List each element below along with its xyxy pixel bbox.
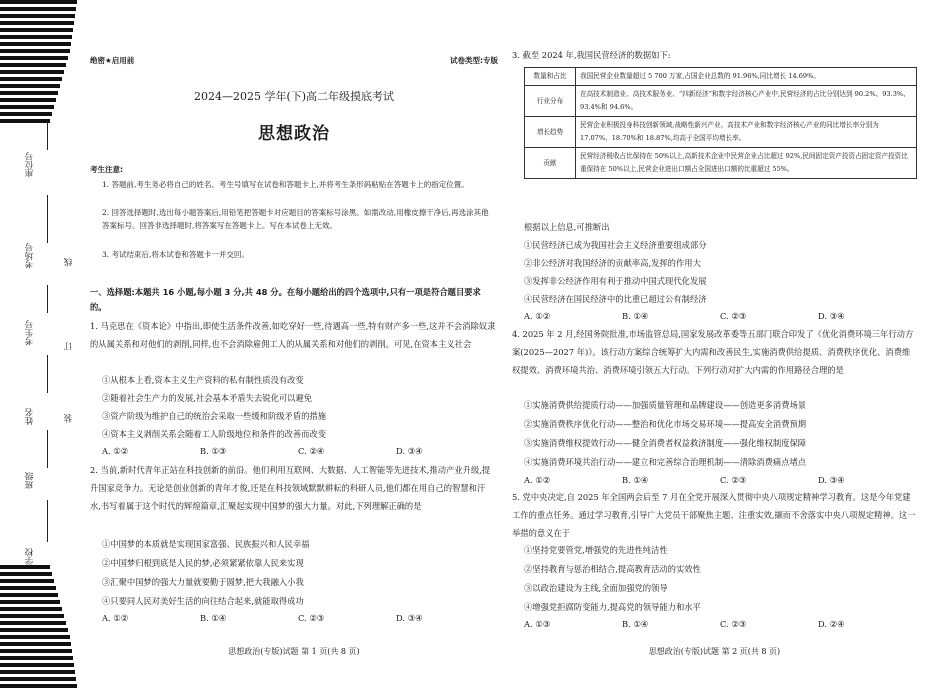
binding-stripe xyxy=(0,63,66,67)
binding-stripe xyxy=(0,112,52,116)
binding-line xyxy=(47,355,48,393)
binding-stripe xyxy=(0,656,73,660)
choice-a[interactable]: A. ①② xyxy=(102,446,129,456)
binding-stripe xyxy=(0,119,50,123)
choice-b[interactable]: B. ①④ xyxy=(200,613,227,623)
binding-line xyxy=(47,500,48,542)
section-heading: 一、选择题:本题共 16 小题,每小题 3 分,共 48 分。在每小题给出的四个选项中,只有一项是符合题目要求的。 xyxy=(90,287,481,312)
notes-title: 考生注意: xyxy=(90,165,123,174)
binding-stripe xyxy=(0,663,74,667)
binding-line xyxy=(47,195,48,243)
question-5-option: ②坚持教育与惩治相结合,提高教育活动的实效性 xyxy=(524,564,701,574)
question-3-stem: 3. 截至 2024 年,我国民营经济的数据如下: xyxy=(512,50,671,60)
note-item: 1. 答题前,考生务必将自己的姓名、考生号填写在试卷和答题卡上,并将考生条形码粘贴在答题卡上的指定位置。 xyxy=(102,180,469,189)
choice-a[interactable]: A. ①③ xyxy=(524,619,551,629)
table-row xyxy=(525,68,917,86)
table-value: 民营经济税收占比保持在 50%以上,高新技术企业中民营企业占比超过 92%,民间固定资产投资占固定资产投资比重保持在 50%以上,民营企业进出口额占全国进出口额的比重超过 55%。 xyxy=(576,148,917,179)
question-3-lead: 根据以上信息,可推断出 xyxy=(524,222,610,232)
binding-stripe xyxy=(0,84,60,88)
choice-c[interactable]: C. ②③ xyxy=(720,311,747,321)
choice-c[interactable]: C. ②③ xyxy=(298,613,325,623)
binding-stripe xyxy=(0,628,68,632)
binding-stripe xyxy=(0,35,72,39)
choice-d[interactable]: D. ③④ xyxy=(818,311,845,321)
table-row xyxy=(525,148,917,179)
note-item: 2. 回答选择题时,选出每小题答案后,用铅笔把答题卡对应题目的答案标号涂黑。如需改动,用橡皮擦干净后,再选涂其他答案标号。回答非选择题时,将答案写在答题卡上。写在本试卷上无效。 xyxy=(102,208,489,230)
exam-title: 2024—2025 学年(下)高二年级摸底考试 xyxy=(193,90,395,103)
subject-title: 思想政治 xyxy=(258,124,330,144)
binding-stripe xyxy=(0,684,77,688)
exam-room-label: 考场号 xyxy=(25,243,35,269)
question-1-option: ④资本主义剥削关系会随着工人阶级地位和条件的改善而改变 xyxy=(102,429,327,439)
question-1-option: ②随着社会生产力的发展,社会基本矛盾失去锐化可以避免 xyxy=(102,393,313,403)
choice-d[interactable]: D. ③④ xyxy=(818,475,845,485)
question-4-option: ①实施消费供给提质行动——加强质量管理和品牌建设——创造更多消费场景 xyxy=(524,400,807,410)
bind-mark: 装 xyxy=(64,414,74,423)
choice-a[interactable]: A. ①② xyxy=(524,475,551,485)
question-5-option: ①坚持党要管党,增强党的先进性纯洁性 xyxy=(524,545,668,555)
binding-line xyxy=(47,285,48,313)
binding-stripe xyxy=(0,14,75,18)
confidential-label: 绝密★启用前 xyxy=(90,56,135,65)
binding-stripe xyxy=(0,91,58,95)
binding-stripe xyxy=(0,572,52,576)
question-2-option: ③汇聚中国梦的强大力量就要勤于圆梦,把大我融入小我 xyxy=(102,577,304,587)
binding-stripe xyxy=(0,635,70,639)
choice-c[interactable]: C. ②④ xyxy=(298,446,325,456)
binding-line xyxy=(47,122,48,150)
binding-stripe xyxy=(0,28,73,32)
binding-stripe xyxy=(0,0,77,4)
question-3-option: ④民营经济在国民经济中的比重已超过公有制经济 xyxy=(524,294,707,304)
binding-stripe xyxy=(0,105,54,109)
choice-a[interactable]: A. ①② xyxy=(524,311,551,321)
question-4-option: ③实施消费维权提效行动——健全消费者权益救济制度——强化维权制度保障 xyxy=(524,438,807,448)
binding-stripe xyxy=(0,649,72,653)
question-5-option: ④增强党拒腐防变能力,提高党的领导能力和水平 xyxy=(524,602,701,612)
question-2-option: ④只要同人民对美好生活的向往结合起来,就能取得成功 xyxy=(102,596,304,606)
binding-stripe xyxy=(0,670,75,674)
binding-stripe xyxy=(0,42,71,46)
question-5-stem: 5. 党中央决定,自 2025 年全国两会后至 7 月在全党开展深入贯彻中央八项规定精神学习教育。这是今年党建工作的重点任务。通过学习教育,引导广大党员干部聚焦主题、注重实效,撷而不舍落实中央八项规定精神。这一举措的意义在于 xyxy=(512,492,916,538)
question-2-option: ②中国梦归根到底是人民的梦,必须紧紧依靠人民来实现 xyxy=(102,558,304,568)
table-value: 我国民营企业数量超过 5 700 万家,占国企业总数的 91.96%,同比增长 14.69%。 xyxy=(576,68,917,86)
binding-stripe xyxy=(0,565,50,569)
staple-mark: 订 xyxy=(64,342,74,351)
table-value: 在高技术制造业、高技术服务业、“四新经济”和数字经济核心产业中,民营经济的占比分别达到 90.2%、93.3%、93.4%和 94.6%。 xyxy=(576,86,917,117)
binding-strip xyxy=(0,0,100,688)
binding-stripe xyxy=(0,579,54,583)
binding-stripe xyxy=(0,586,56,590)
student-number-label: 考生号 xyxy=(25,320,35,346)
table-key: 数量和占比 xyxy=(525,68,576,86)
paper-type-label: 试卷类型:专版 xyxy=(450,56,498,65)
choice-a[interactable]: A. ①② xyxy=(102,613,129,623)
table-key: 行业分布 xyxy=(525,86,576,117)
binding-stripe xyxy=(0,7,76,11)
binding-stripe xyxy=(0,77,62,81)
binding-stripe xyxy=(0,49,70,53)
table-row xyxy=(525,86,917,117)
school-label: 学校 xyxy=(25,548,35,565)
page-1 xyxy=(90,0,498,688)
choice-b[interactable]: B. ①④ xyxy=(622,475,649,485)
choice-b[interactable]: B. ①④ xyxy=(622,619,649,629)
name-label: 姓名 xyxy=(25,408,35,425)
choice-d[interactable]: D. ③④ xyxy=(396,613,423,623)
question-2-option: ①中国梦的本质就是实现国家富强、民族振兴和人民幸福 xyxy=(102,539,310,549)
binding-stripe xyxy=(0,642,71,646)
choice-b[interactable]: B. ①③ xyxy=(200,446,227,456)
line-mark: 线 xyxy=(64,258,74,267)
question-2-stem: 2. 当前,新时代青年正站在科技创新的前沿。他们利用互联网、大数据、人工智能等先进技术,推动产业升级,提升国家竞争力。无论是创业创新的青年才俊,还是在科技领域默默耕耘的科研人员,他们都在用自己的智慧和汗水,书写着属于这个时代的辉煌篇章,汇聚起实现中国梦的强大力量。对此,下列理解正确的是 xyxy=(90,465,491,511)
table-key: 增长趋势 xyxy=(525,117,576,148)
question-1-stem: 1. 马克思在《资本论》中指出,即使生活条件改善,如吃穿好一些,待遇高一些,特有财产多一些,这并不会消除奴隶的从属关系和对他们的剥削,同样,也不会消除雇佣工人的从属关系和对他们的剥削。可见,在资本主义社会 xyxy=(90,321,496,349)
binding-stripe xyxy=(0,677,76,681)
question-4-option: ②实施消费秩序优化行动——整治和优化市场交易环境——提高安全消费预期 xyxy=(524,419,807,429)
binding-stripe xyxy=(0,593,58,597)
choice-b[interactable]: B. ①④ xyxy=(622,311,649,321)
question-3-option: ②非公经济对我国经济的贡献率高,发挥的作用大 xyxy=(524,258,701,268)
choice-c[interactable]: C. ②③ xyxy=(720,619,747,629)
question-4-option: ④实施消费环境共治行动——建立和完善综合治理机制——清除消费痛点堵点 xyxy=(524,457,807,467)
binding-stripe xyxy=(0,614,64,618)
choice-d[interactable]: D. ③④ xyxy=(396,446,423,456)
table-value: 民营企业积极投身科技创新领域,战略性新兴产业、高技术产业和数字经济核心产业的同比增长率分别为 17.07%、18.70%和 18.87%,均高于全国平均增长率。 xyxy=(576,117,917,148)
binding-stripe xyxy=(0,98,56,102)
seat-number-label: 座位号 xyxy=(25,152,35,178)
note-item: 3. 考试结束后,将本试卷和答题卡一并交回。 xyxy=(102,250,249,259)
binding-line xyxy=(47,430,48,468)
question-1-option: ①从根本上看,资本主义生产资料的私有制性质没有改变 xyxy=(102,375,304,385)
page-2 xyxy=(512,0,917,688)
question-3-option: ①民营经济已成为我国社会主义经济重要组成部分 xyxy=(524,240,707,250)
page-1-footer: 思想政治(专版)试题 第 1 页(共 8 页) xyxy=(228,647,360,656)
class-label: 班级 xyxy=(25,472,35,489)
question-5-option: ③以政治建设为主线,全面加强党的领导 xyxy=(524,583,668,593)
table-key: 贡献 xyxy=(525,148,576,179)
binding-stripe xyxy=(0,600,60,604)
choice-c[interactable]: C. ②③ xyxy=(720,475,747,485)
private-economy-table xyxy=(524,67,917,179)
question-3-option: ③发挥非公经济作用有利于推动中国式现代化发展 xyxy=(524,276,707,286)
binding-stripe xyxy=(0,621,66,625)
binding-stripe xyxy=(0,607,62,611)
binding-stripe xyxy=(0,70,64,74)
question-4-stem: 4. 2025 年 2 月,经国务院批准,市场监管总局,国家发展改革委等五部门联合印发了《优化消费环境三年行动方案(2025—2027 年)》。该行动方案综合统筹扩大内需和改善民生,实施消费供给提质、消费秩序优化、消费维权提效、消费环境共治、消费环境引领五大行动。下列行动对扩大内需的作用路径合理的是 xyxy=(512,329,914,375)
binding-stripe xyxy=(0,21,74,25)
choice-d[interactable]: D. ②④ xyxy=(818,619,845,629)
page-2-footer: 思想政治(专版)试题 第 2 页(共 8 页) xyxy=(648,647,781,656)
binding-stripe xyxy=(0,56,68,60)
question-1-option: ③资产阶级为维护自己的统治会采取一些缓和阶级矛盾的措施 xyxy=(102,411,327,421)
table-row xyxy=(525,117,917,148)
